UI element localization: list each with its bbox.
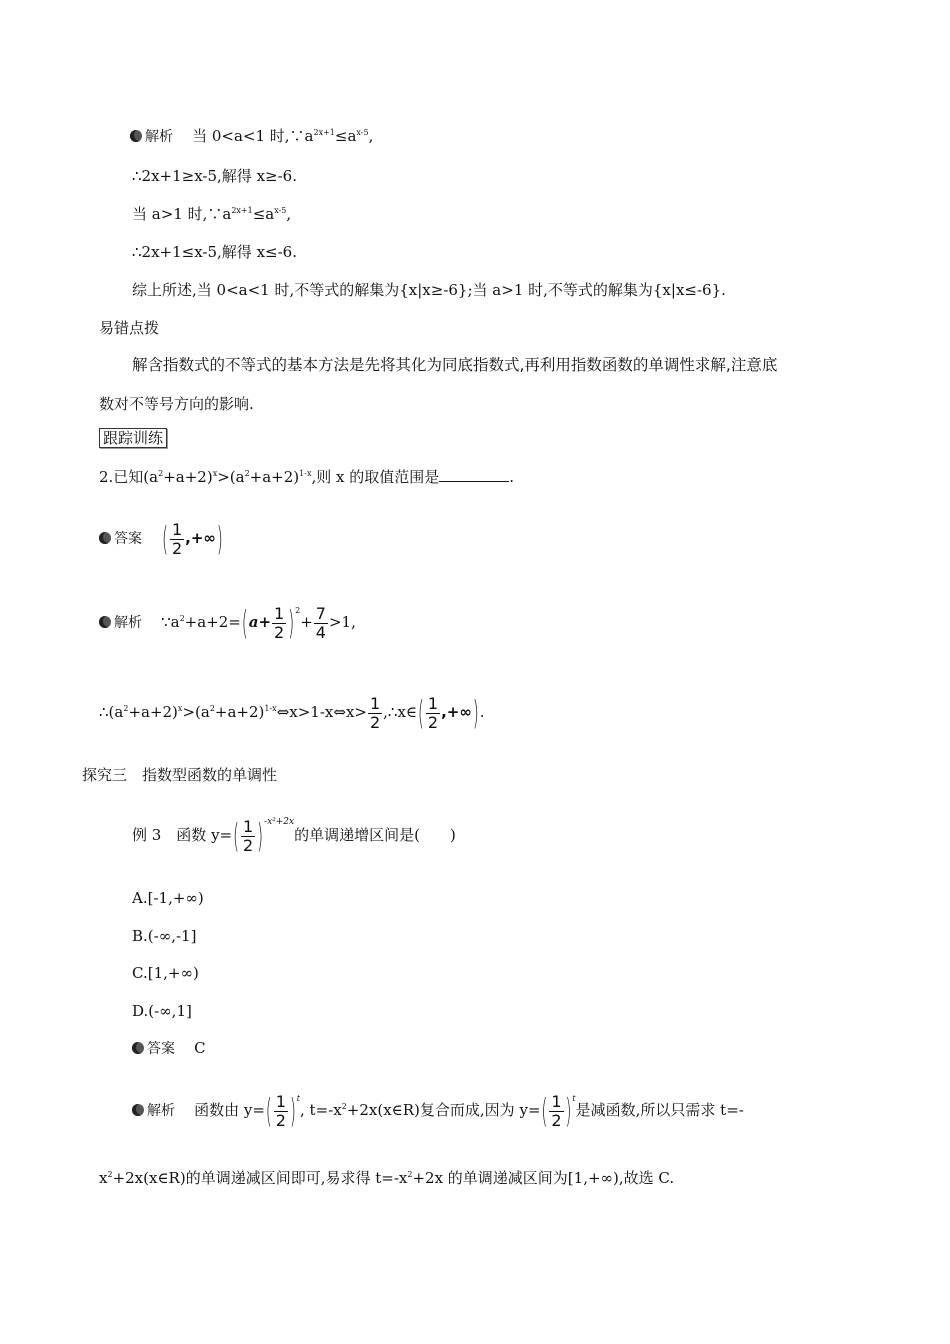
answer-bullet-icon	[132, 1042, 144, 1054]
tip-line-1: 解含指数式的不等式的基本方法是先将其化为同底指数式,再利用指数函数的单调性求解,注意底	[132, 356, 778, 374]
follow-up-label: 跟踪训练	[99, 428, 167, 448]
q2-solution-line-1: 解析 $\because a^2+a+2=(a+$ $\frac{1}{2}$ )$^2$+ $\frac{7}{4}$ >1,	[99, 600, 356, 647]
solution-bullet-icon	[132, 1104, 144, 1116]
ex3-answer: 答案 C	[132, 1038, 206, 1059]
tip-heading: 易错点拨	[99, 319, 160, 337]
section-3-heading: 探究三 指数型函数的单调性	[82, 766, 278, 784]
answer-blank	[439, 467, 509, 482]
solution-label: 解析	[147, 1103, 175, 1119]
ex1-solution-line-1: 解析 当 0<a<1 时$,\because a^{2x+1}\le a^{x-5}$,	[130, 126, 373, 149]
question-2: 2.已知$(a^2+a+2)^x>(a^2+a+2)^{1-x}$,则 x 的取值范围是 .	[99, 468, 515, 486]
solution-label: 解析	[145, 129, 173, 145]
solution-bullet-icon	[99, 616, 111, 628]
option-d: D.(-∞,1]	[132, 1002, 192, 1020]
ex1-solution-line-3: 当 a>1 时$,\because a^{2x+1}\le a^{x-5}$,	[132, 205, 292, 223]
q2-solution-line-2: $\therefore(a^2+a+2)^x>(a^2+a+2)^{1-x}\Leftrightarrow x>1-x\Leftrightarrow x>$ $\frac{1}{2}$ ,∴x∈( $\frac{1}{2}$ ,+∞).	[99, 693, 485, 733]
q2-answer: 答案 ( $\frac{1}{2}$ ,+∞)	[99, 516, 224, 561]
answer-label: 答案	[147, 1041, 175, 1057]
ex1-solution-line-2: ∴2x+1≥x-5,解得 x≥-6.	[132, 167, 297, 185]
follow-up-box	[99, 428, 167, 448]
answer-label: 答案	[114, 531, 142, 547]
solution-label: 解析	[114, 615, 142, 631]
option-a: A.[-1,+∞)	[132, 889, 204, 907]
solution-bullet-icon	[130, 130, 142, 142]
answer-fraction: $\frac{1}{2}$	[171, 519, 183, 558]
answer-bullet-icon	[99, 532, 111, 544]
ex1-solution-line-4: ∴2x+1≤x-5,解得 x≤-6.	[132, 243, 297, 261]
option-b: B.(-∞,-1]	[132, 927, 197, 945]
ex3-solution-line-2: $x^2+2x(x\in R)$的单调递减区间即可,易求得 $t=-x^2+2x$ 的单调递减区间为[1,+∞),故选 C.	[99, 1169, 675, 1187]
tip-line-2: 数对不等号方向的影响.	[99, 395, 254, 413]
ex3-solution-line-1: 解析 函数由 y=( $\frac{1}{2}$ )$^t$, $t=-x^2+2x(x\in R)$复合而成,因为 y=( $\frac{1}{2}$ )$^t$是减函数,所以只需求 t=-	[132, 1087, 744, 1136]
example-3-question: 例 3 函数 y=( $\frac{1}{2}$ )$^{-x^2+2x}$的单调递增区间是( )	[132, 816, 456, 856]
ex1-solution-line-5: 综上所述,当 0<a<1 时,不等式的解集为{x|x≥-6};当 a>1 时,不等式的解集为{x|x≤-6}.	[132, 281, 726, 299]
option-c: C.[1,+∞)	[132, 964, 199, 982]
